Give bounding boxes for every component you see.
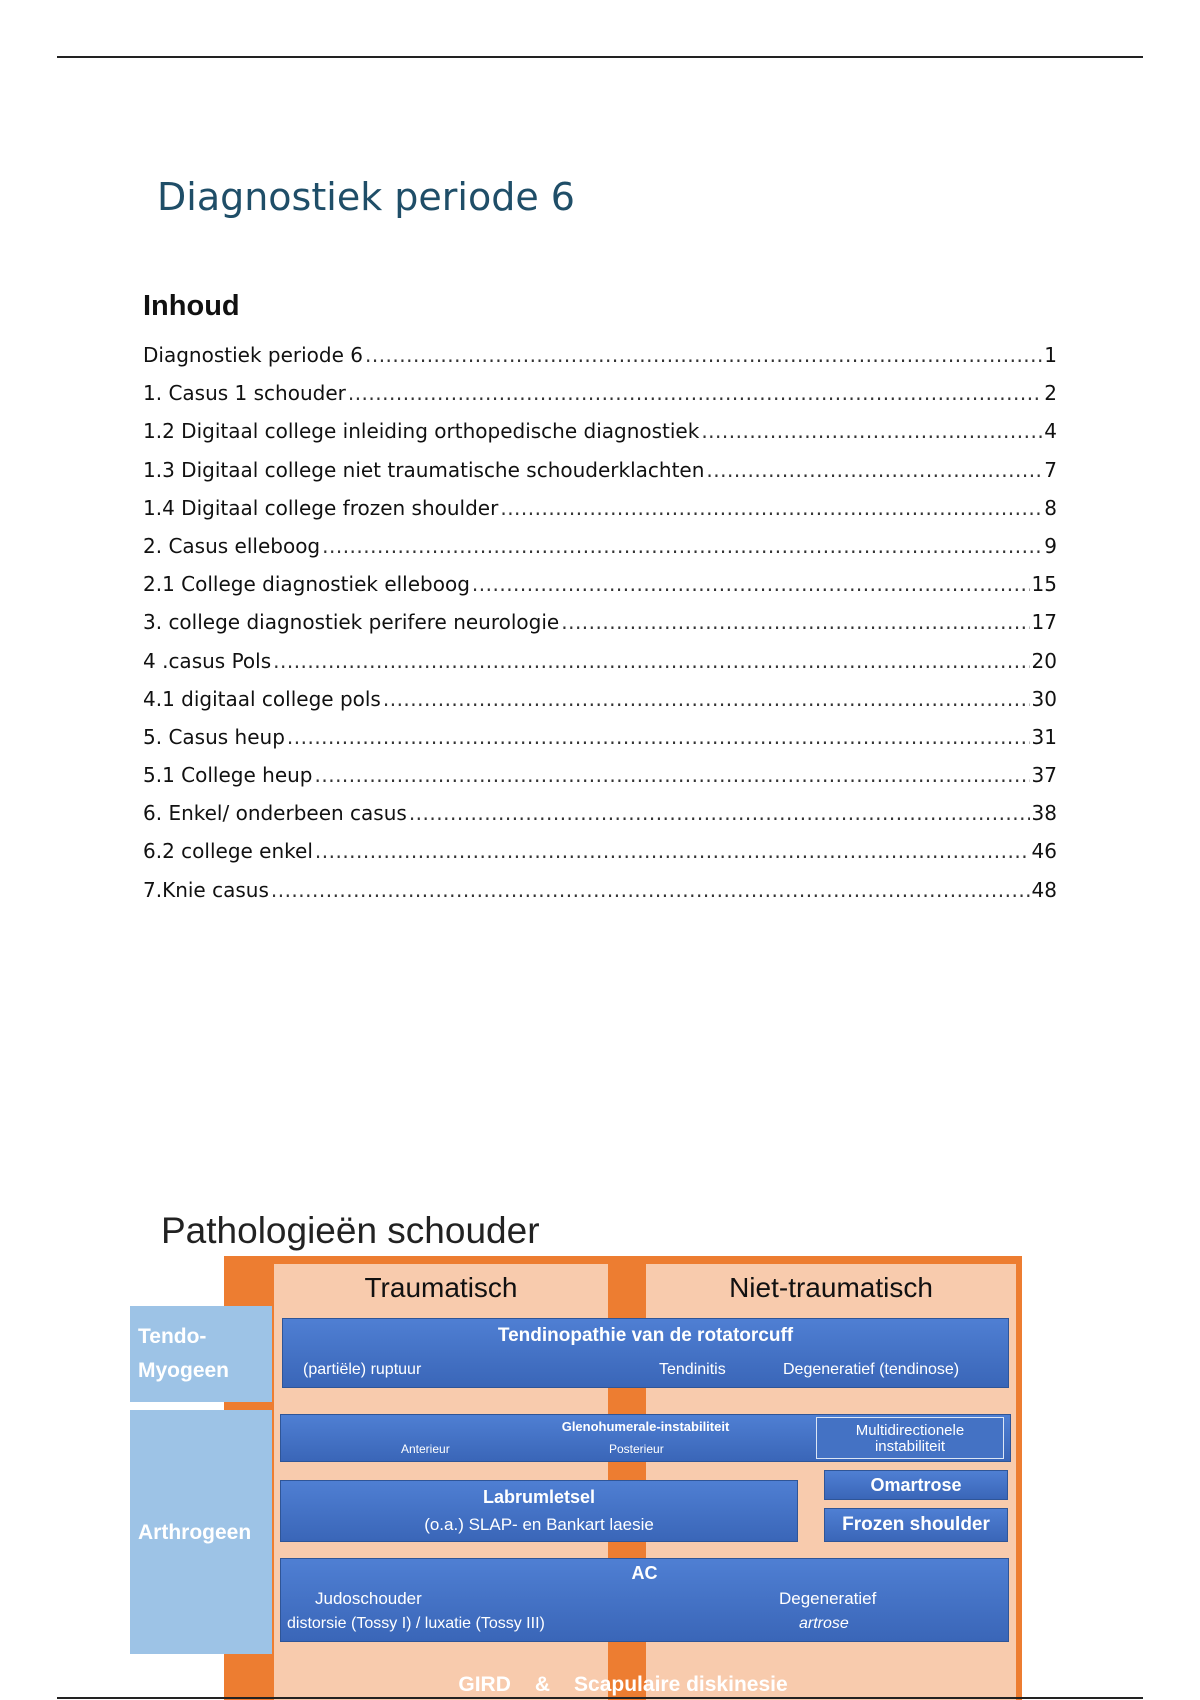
distorsie-label: distorsie (Tossy I) / luxatie (Tossy III) xyxy=(287,1615,545,1632)
degeneratief-label: Degeneratief xyxy=(779,1589,877,1608)
toc-entry-page[interactable]: 8 xyxy=(1044,495,1057,520)
toc-entry-page[interactable]: 17 xyxy=(1031,610,1057,635)
toc-leader-dots xyxy=(383,680,1030,718)
toc-entry[interactable] xyxy=(143,832,1057,870)
ampersand-label: & xyxy=(534,1673,551,1696)
slide-title: Pathologieën schouder xyxy=(161,1210,540,1251)
toc-entry-page[interactable]: 7 xyxy=(1044,457,1057,482)
multidirectional-box xyxy=(816,1417,1004,1459)
toc-entry[interactable] xyxy=(143,680,1057,718)
toc-entry-title[interactable]: 2.1 College diagnostiek elleboog xyxy=(143,572,470,597)
gird-bar xyxy=(224,1670,1022,1700)
toc-entry-title[interactable]: 1.3 Digitaal college niet traumatische schouderklachten xyxy=(143,457,705,482)
column-header-traumatic: Traumatisch xyxy=(274,1264,608,1312)
gird-label: GIRD xyxy=(458,1673,511,1696)
toc-entry-title[interactable]: 2. Casus elleboog xyxy=(143,533,321,558)
slap-label: (o.a.) SLAP- en Bankart laesie xyxy=(424,1515,654,1534)
toc-entry[interactable] xyxy=(143,794,1057,832)
frozen-shoulder-label: Frozen shoulder xyxy=(842,1514,990,1535)
toc-entry-page[interactable]: 31 xyxy=(1031,724,1057,749)
toc-entry-title[interactable]: 3. college diagnostiek perifere neurologie xyxy=(143,610,560,635)
toc-entry-title[interactable]: 6. Enkel/ onderbeen casus xyxy=(143,801,407,826)
toc-leader-dots xyxy=(322,527,1042,565)
toc-entry[interactable] xyxy=(143,565,1057,603)
toc-leader-dots xyxy=(271,871,1030,909)
toc-entry-title[interactable]: 6.2 college enkel xyxy=(143,839,313,864)
scapular-label: Scapulaire diskinesie xyxy=(574,1673,788,1696)
tendinopathy-title: Tendinopathie van de rotatorcuff xyxy=(497,1325,794,1346)
toc-entry-page[interactable]: 1 xyxy=(1044,343,1057,367)
toc-leader-dots xyxy=(701,412,1042,450)
toc-entry-page[interactable]: 15 xyxy=(1031,572,1057,597)
toc-leader-dots xyxy=(287,718,1030,756)
toc-leader-dots xyxy=(315,832,1030,870)
toc-entry-page[interactable]: 37 xyxy=(1031,763,1057,788)
toc-entry-page[interactable]: 38 xyxy=(1031,801,1057,826)
row-label-tendo-myogeen xyxy=(130,1306,272,1402)
toc-leader-dots xyxy=(561,603,1029,641)
multidirectional-line1: Multidirectionele xyxy=(855,1422,965,1439)
footer-rule xyxy=(57,1697,1143,1699)
toc-entry[interactable] xyxy=(143,489,1057,527)
frozen-shoulder-box xyxy=(824,1508,1008,1542)
tendinitis-label: Tendinitis xyxy=(659,1361,726,1378)
toc-leader-dots xyxy=(348,374,1042,412)
toc-entry-page[interactable]: 9 xyxy=(1044,533,1057,558)
ac-box xyxy=(280,1558,1009,1642)
row-label-arthro-text: Arthrogeen xyxy=(138,1521,252,1544)
column-header-non-traumatic: Niet-traumatisch xyxy=(646,1264,1016,1312)
toc-entry[interactable] xyxy=(143,756,1057,794)
toc-entry-title[interactable]: Diagnostiek periode 6 xyxy=(143,343,363,367)
toc-entry-page[interactable]: 20 xyxy=(1031,648,1057,673)
document-title: Diagnostiek periode 6 xyxy=(157,175,575,219)
toc-entry[interactable] xyxy=(143,642,1057,680)
toc-entry[interactable] xyxy=(143,412,1057,450)
row-label-arthrogeen xyxy=(130,1410,272,1654)
header-rule xyxy=(57,56,1143,58)
toc-entry[interactable] xyxy=(143,718,1057,756)
toc-entry-title[interactable]: 5. Casus heup xyxy=(143,724,285,749)
multidirectional-line2: instabiliteit xyxy=(874,1438,946,1455)
rupture-label: (partiële) ruptuur xyxy=(303,1361,422,1378)
toc-heading: Inhoud xyxy=(143,290,240,322)
ac-title: AC xyxy=(631,1563,658,1583)
row-label-tendo-line2: Myogeen xyxy=(138,1359,230,1382)
toc-entry-page[interactable]: 46 xyxy=(1031,839,1057,864)
toc-entry-title[interactable]: 1. Casus 1 schouder xyxy=(143,381,346,406)
toc-leader-dots xyxy=(409,794,1030,832)
toc-entry[interactable] xyxy=(143,527,1057,565)
toc-entry[interactable] xyxy=(143,451,1057,489)
toc-leader-dots xyxy=(706,451,1042,489)
omartrose-label: Omartrose xyxy=(870,1475,962,1495)
toc-entry-title[interactable]: 4 .casus Pols xyxy=(143,648,272,673)
anterior-label: Anterieur xyxy=(401,1442,450,1456)
table-of-contents xyxy=(143,336,1057,909)
labrum-box xyxy=(280,1480,798,1542)
toc-entry-page[interactable]: 30 xyxy=(1031,686,1057,711)
toc-leader-dots xyxy=(365,336,1042,374)
toc-entry-title[interactable]: 7.Knie casus xyxy=(143,877,269,902)
toc-entry-page[interactable]: 4 xyxy=(1044,419,1057,444)
toc-entry[interactable] xyxy=(143,374,1057,412)
toc-entry[interactable] xyxy=(143,871,1057,909)
labrum-title: Labrumletsel xyxy=(482,1487,596,1507)
row-label-tendo-line1: Tendo- xyxy=(138,1325,207,1348)
judoschouder-label: Judoschouder xyxy=(315,1589,422,1608)
toc-entry[interactable] xyxy=(143,603,1057,641)
toc-leader-dots xyxy=(472,565,1030,603)
toc-leader-dots xyxy=(315,756,1030,794)
toc-entry-title[interactable]: 5.1 College heup xyxy=(143,763,313,788)
toc-entry-title[interactable]: 1.2 Digitaal college inleiding orthopedische diagnostiek xyxy=(143,419,700,444)
toc-entry-page[interactable]: 2 xyxy=(1044,381,1057,406)
omartrose-box xyxy=(824,1470,1008,1500)
toc-entry-page[interactable]: 48 xyxy=(1031,877,1057,902)
toc-leader-dots xyxy=(500,489,1042,527)
toc-leader-dots xyxy=(273,642,1029,680)
toc-entry[interactable] xyxy=(143,336,1057,374)
glenohumeral-title: Glenohumerale-instabiliteit xyxy=(561,1419,730,1434)
toc-entry-title[interactable]: 4.1 digitaal college pols xyxy=(143,686,381,711)
degenerative-tendinose-label: Degeneratief (tendinose) xyxy=(783,1361,960,1378)
shoulder-pathology-slide xyxy=(128,1206,1028,1700)
toc-entry-title[interactable]: 1.4 Digitaal college frozen shoulder xyxy=(143,495,499,520)
artrose-label: artrose xyxy=(799,1615,849,1632)
tendinopathy-box xyxy=(282,1318,1009,1388)
posterior-label: Posterieur xyxy=(609,1442,664,1456)
